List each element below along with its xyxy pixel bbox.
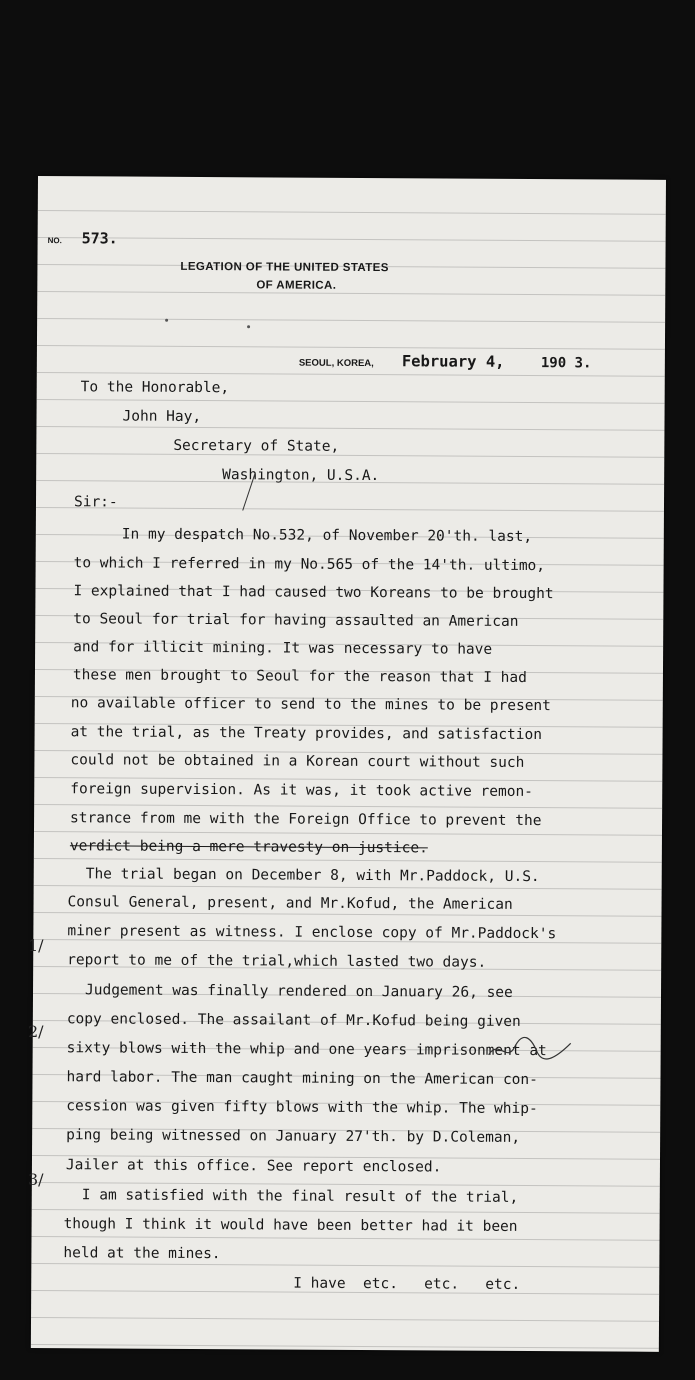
body-line: ping being witnessed on January 27'th. by D.Coleman, xyxy=(66,1127,521,1146)
date-line: February 4, xyxy=(401,352,505,371)
body-line: report to me of the trial,which lasted two days. xyxy=(67,952,487,971)
letterhead-line-2: OF AMERICA. xyxy=(256,279,337,292)
place-line: SEOUL, KOREA, xyxy=(298,357,374,370)
enclosure-mark-2: 2/ xyxy=(28,1022,44,1041)
body-line: I explained that I had caused two Koreans to be brought xyxy=(73,583,554,603)
ink-dot xyxy=(247,325,250,328)
enclosure-mark-1: 1/ xyxy=(28,936,44,955)
closing-line: I have etc. etc. etc. xyxy=(293,1275,521,1293)
body-line: copy enclosed. The assailant of Mr.Kofud being given xyxy=(66,1011,521,1030)
body-line: held at the mines. xyxy=(63,1245,221,1263)
despatch-number-label: NO. xyxy=(47,236,62,246)
body-line: miner present as witness. I enclose copy of Mr.Paddock's xyxy=(67,923,557,943)
body-line: though I think it would have been better had it been xyxy=(63,1216,518,1235)
body-line: sixty blows with the whip and one years imprisonment at xyxy=(66,1040,547,1060)
ink-dot xyxy=(165,319,168,322)
body-line: In my despatch No.532, of November 20'th. last, xyxy=(121,526,533,546)
body-line: at the trial, as the Treaty provides, and satisfaction xyxy=(70,724,543,744)
document-page xyxy=(31,176,666,1352)
body-line: to Seoul for trial for having assaulted an American xyxy=(73,611,519,630)
address-title: Secretary of State, xyxy=(173,437,340,455)
body-line: cession was given fifty blows with the whip. The whip- xyxy=(66,1098,538,1118)
salutation: Sir:- xyxy=(73,494,118,511)
body-line: could not be obtained in a Korean court without such xyxy=(70,752,525,771)
letterhead-line-1: LEGATION OF THE UNITED STATES xyxy=(180,260,389,275)
body-line: hard labor. The man caught mining on the American con- xyxy=(66,1069,538,1089)
body-line: verdict being a mere travesty on justice. xyxy=(69,838,428,857)
year-line: 190 3. xyxy=(540,355,592,372)
body-line: I am satisfied with the final result of the trial, xyxy=(81,1187,519,1206)
body-line: The trial began on December 8, with Mr.Paddock, U.S. xyxy=(85,866,540,886)
body-line: Judgement was finally rendered on January 26, see xyxy=(84,982,513,1001)
body-line: these men brought to Seoul for the reason that I had xyxy=(72,667,527,686)
body-line: no available officer to send to the mines to be present xyxy=(70,695,551,715)
enclosure-mark-3: 3/ xyxy=(28,1170,44,1189)
body-line: to which I referred in my No.565 of the 14'th. ultimo, xyxy=(73,555,546,575)
body-line: Jailer at this office. See report enclosed. xyxy=(65,1157,442,1176)
address-city: Washington, U.S.A. xyxy=(222,467,380,485)
body-line: Consul General, present, and Mr.Kofud, the American xyxy=(67,894,513,913)
body-line: foreign supervision. As it was, it took active remon- xyxy=(70,781,533,801)
address-name: John Hay, xyxy=(122,408,202,426)
despatch-number: 573. xyxy=(81,229,118,248)
body-line: strance from me with the Foreign Office to prevent the xyxy=(70,810,542,830)
handwritten-scrawl xyxy=(485,1035,575,1066)
address-to: To the Honorable, xyxy=(80,379,230,397)
body-line: and for illicit mining. It was necessary to have xyxy=(73,639,493,658)
